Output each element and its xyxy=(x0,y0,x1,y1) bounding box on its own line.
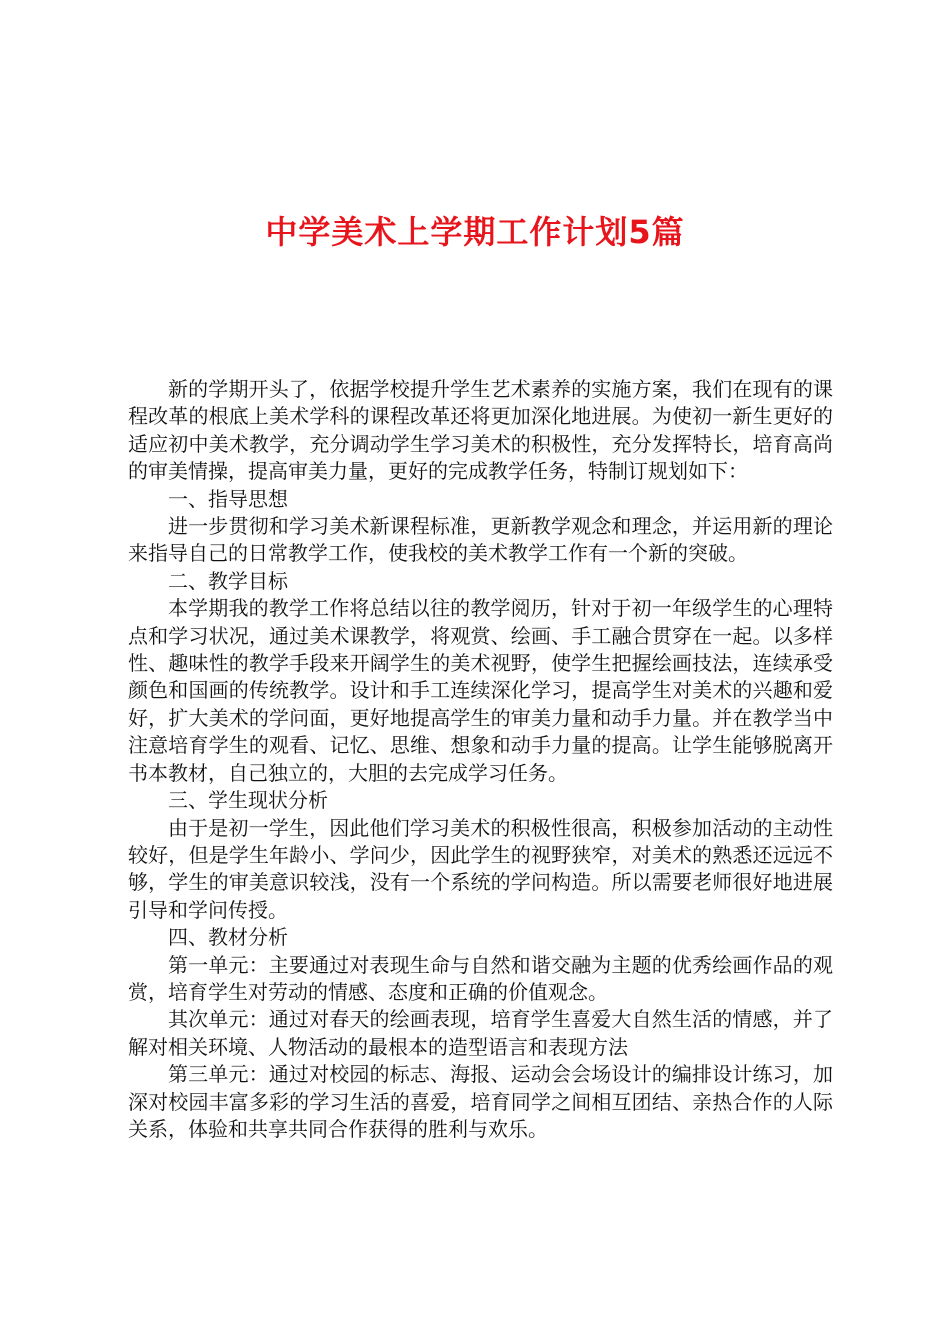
section-heading-student-analysis: 三、学生现状分析 xyxy=(168,788,328,813)
section-heading-guiding-ideology: 一、指导思想 xyxy=(168,486,288,511)
unit-three-paragraph: 第三单元：通过对校园的标志、海报、运动会会场设计的编排设计练习，加深对校园丰富多彩的学习生活的喜爱，培育同学之间相互团结、亲热合作的人际关系，体验和共享共同合作获得的胜利与欢乐。 xyxy=(128,1062,833,1141)
unit-two-paragraph: 其次单元：通过对春天的绘画表现，培育学生喜爱大自然生活的情感，并了解对相关环境、人物活动的最根本的造型语言和表现方法 xyxy=(128,1007,833,1059)
intro-paragraph: 新的学期开头了，依据学校提升学生艺术素养的实施方案，我们在现有的课程改革的根底上美术学科的课程改革还将更加深化地进展。为使初一新生更好的适应初中美术教学，充分调动学生学习美术的积极性，充分发挥特长，培育高尚的审美情操，提高审美力量，更好的完成教学任务，特制订规划如下： xyxy=(128,377,833,484)
guiding-ideology-paragraph: 进一步贯彻和学习美术新课程标准，更新教学观念和理念，并运用新的理论来指导自己的日常教学工作，使我校的美术教学工作有一个新的突破。 xyxy=(128,514,833,566)
teaching-goals-paragraph: 本学期我的教学工作将总结以往的教学阅历，针对于初一年级学生的心理特点和学习状况，通过美术课教学，将观赏、绘画、手工融合贯穿在一起。以多样性、趣味性的教学手段来开阔学生的美术视野，使学生把握绘画技法，连续承受颜色和国画的传统教学。设计和手工连续深化学习，提高学生对美术的兴趣和爱好，扩大美术的学问面，更好地提高学生的审美力量和动手力量。并在教学当中注意培育学生的观看、记忆、思维、想象和动手力量的提高。让学生能够脱离开书本教材，自己独立的，大胆的去完成学习任务。 xyxy=(128,596,833,785)
document-title: 中学美术上学期工作计划5篇 xyxy=(265,213,685,251)
document-body xyxy=(128,376,833,1143)
section-heading-teaching-goals: 二、教学目标 xyxy=(168,568,288,593)
unit-one-paragraph: 第一单元：主要通过对表现生命与自然和谐交融为主题的优秀绘画作品的观赏，培育学生对劳动的情感、态度和正确的价值观念。 xyxy=(128,952,833,1004)
student-analysis-paragraph: 由于是初一学生，因此他们学习美术的积极性很高，积极参加活动的主动性较好，但是学生年龄小、学问少，因此学生的视野狭窄，对美术的熟悉还远远不够，学生的审美意识较浅，没有一个系统的学问构造。所以需要老师很好地进展引导和学问传授。 xyxy=(128,815,833,922)
section-heading-textbook-analysis: 四、教材分析 xyxy=(168,925,288,950)
